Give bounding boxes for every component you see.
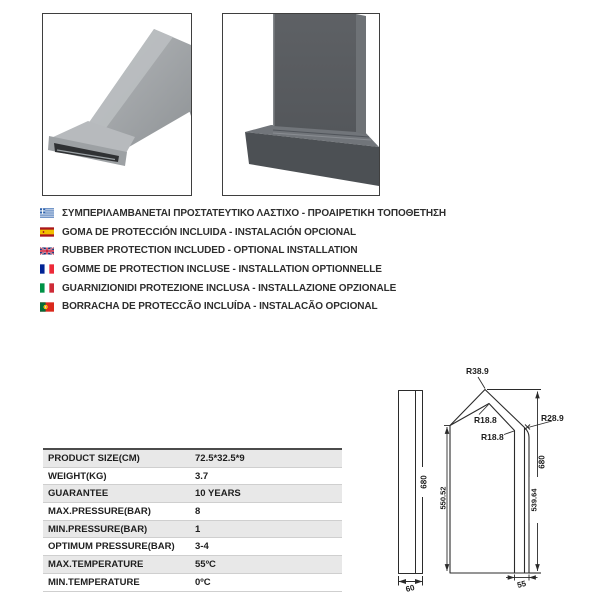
spec-value: 3-4: [195, 541, 209, 553]
language-note-text: GOMME DE PROTECTION INCLUSE - INSTALLATION OPTIONNELLE: [62, 263, 382, 275]
language-note-greek: [40, 204, 446, 223]
table-row: [43, 574, 342, 592]
spec-value: 55ºC: [195, 558, 216, 570]
table-row: [43, 538, 342, 556]
language-note-text: GUARNIZIONIDI PROTEZIONE INCLUSA - INSTALLAZIONE OPZIONALE: [62, 282, 397, 294]
dim-label-side-width: 60: [404, 582, 416, 594]
flag-greece-icon: [40, 208, 54, 218]
spec-label: MAX.PRESSURE(BAR): [48, 505, 151, 517]
product-photo-spout: [42, 13, 192, 196]
spec-value: 8: [195, 505, 201, 517]
table-row: [43, 503, 342, 521]
dim-label-front-outer-height: 680: [537, 455, 547, 469]
spec-label: MIN.PRESSURE(BAR): [48, 523, 148, 535]
table-row: [43, 450, 342, 468]
dim-label-front-inner-height: 539.64: [529, 488, 539, 512]
dim-label-r-top: R38.9: [466, 366, 489, 376]
language-note-english: [40, 241, 446, 260]
flag-uk-icon: [40, 246, 54, 256]
spec-value: 1: [195, 523, 201, 535]
dim-label-side-height: 680: [419, 475, 429, 489]
product-photo-base: [222, 13, 380, 196]
spec-value: 3.7: [195, 470, 209, 482]
table-row: [43, 468, 342, 486]
spec-value: 10 YEARS: [195, 488, 241, 500]
language-note-text: BORRACHA DE PROTECCÃO INCLUÍDA - INSTALACÃO OPCIONAL: [62, 301, 378, 313]
spec-table: [43, 448, 342, 592]
language-note-portuguese: [40, 297, 446, 316]
spout-photo-graphic: [43, 14, 191, 195]
dim-label-r-inner-lower: R18.8: [481, 432, 504, 442]
technical-drawing: [388, 356, 600, 600]
table-row: [43, 521, 342, 539]
spec-label: MIN.TEMPERATURE: [48, 576, 140, 588]
spec-label: GUARANTEE: [48, 488, 109, 500]
dim-label-r-right: R28.9: [541, 413, 564, 423]
spec-label: MAX.TEMPERATURE: [48, 558, 144, 570]
dim-label-r-inner-upper: R18.8: [474, 415, 497, 425]
spec-label: PRODUCT SIZE(CM): [48, 452, 140, 464]
language-notes: [40, 204, 446, 316]
language-note-spanish: [40, 223, 446, 242]
spec-label: WEIGHT(KG): [48, 470, 107, 482]
spec-value: 72.5*32.5*9: [195, 452, 245, 464]
table-row: [43, 485, 342, 503]
leader-lines: [478, 377, 552, 435]
flag-spain-icon: [40, 227, 54, 237]
language-note-french: [40, 260, 446, 279]
spec-label: OPTIMUM PRESSURE(BAR): [48, 541, 175, 553]
flag-france-icon: [40, 264, 54, 274]
spec-value: 0ºC: [195, 576, 211, 588]
language-note-text: RUBBER PROTECTION INCLUDED - OPTIONAL INSTALLATION: [62, 245, 358, 257]
flag-portugal-icon: [40, 302, 54, 312]
language-note-italian: [40, 279, 446, 298]
table-row: [43, 556, 342, 574]
language-note-text: ΣΥΜΠΕΡΙΛΑΜΒΑΝΕΤΑΙ ΠΡΟΣΤΑΤΕΥΤΙΚΟ ΛΑΣΤΙΧΟ - ΠΡΟΑΙΡΕΤΙΚΗ ΤΟΠΟΘΕΤΗΣΗ: [62, 207, 447, 219]
language-note-text: GOMA DE PROTECCIÓN INCLUIDA - INSTALACIÓN OPCIONAL: [62, 226, 357, 238]
base-photo-graphic: [223, 14, 379, 195]
flag-italy-icon: [40, 283, 54, 293]
dim-label-front-left-height: 550.52: [438, 486, 448, 510]
dim-label-front-width: 55: [516, 578, 528, 590]
